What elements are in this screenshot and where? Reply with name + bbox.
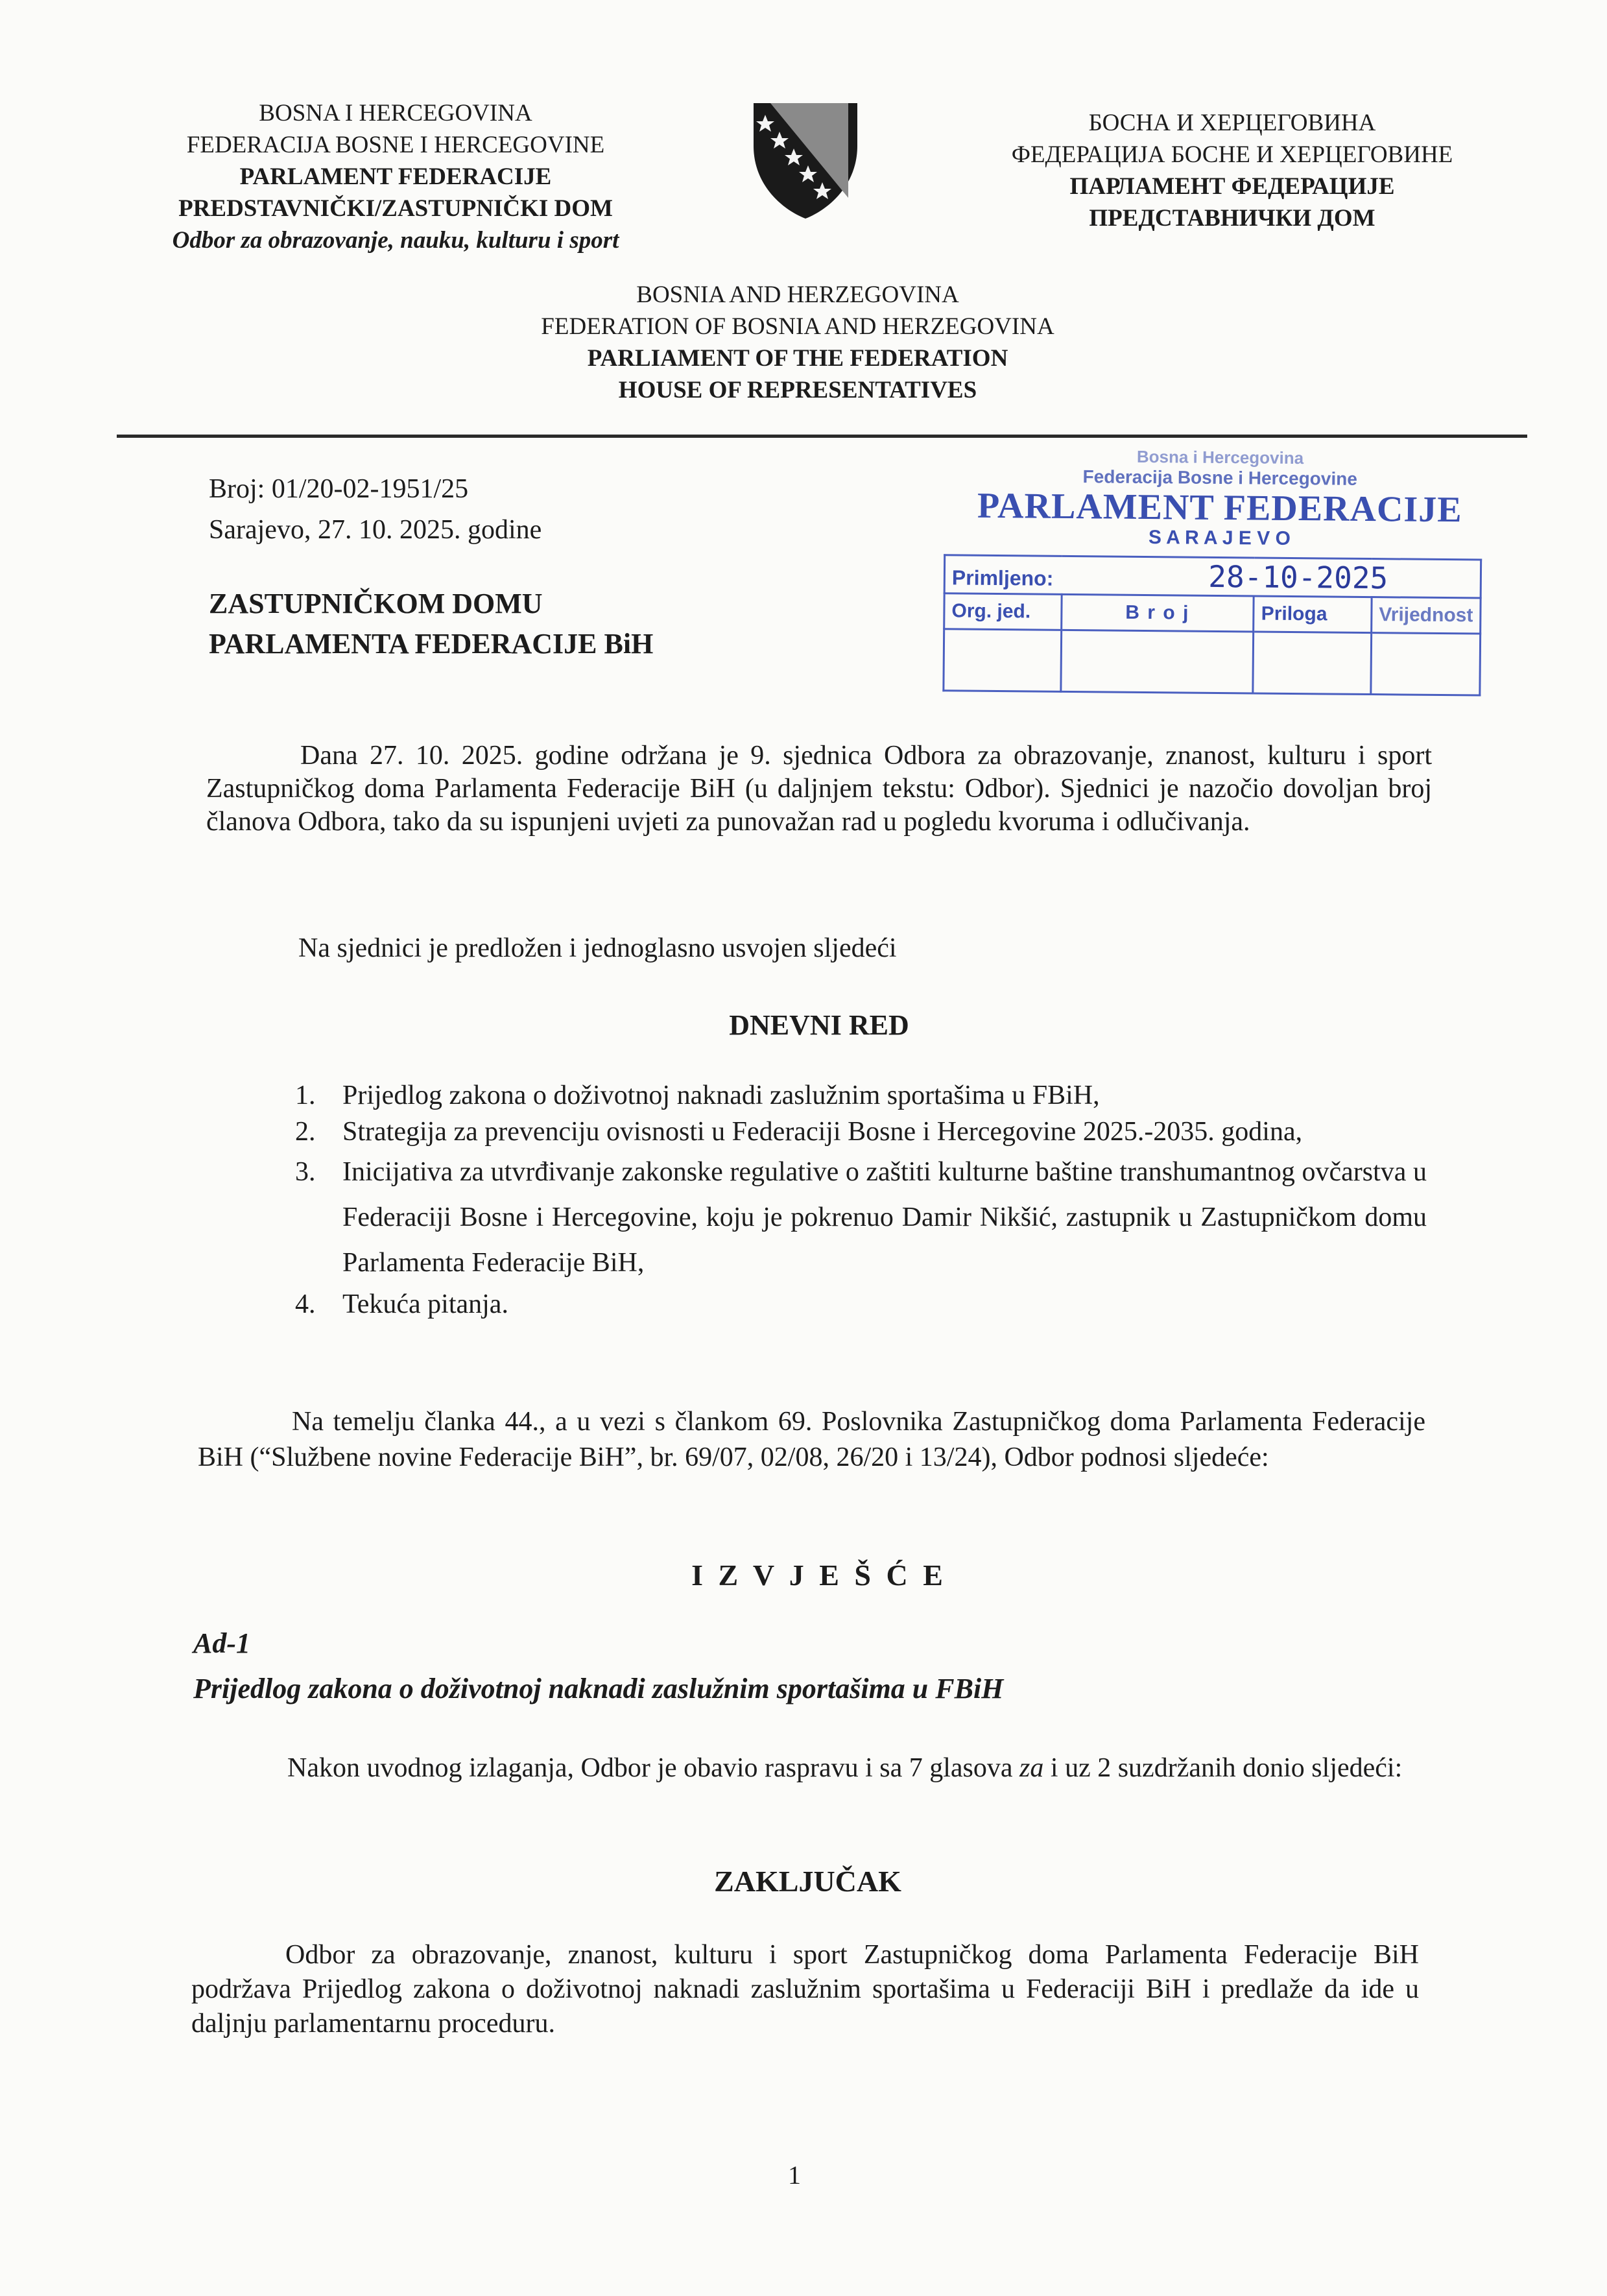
header-right-house: ПРЕДСТАВНИЧКИ ДОМ xyxy=(1089,205,1375,232)
stamp-table xyxy=(942,554,1482,696)
header-right-country: БОСНА И ХЕРЦЕГОВИНА xyxy=(1088,110,1376,136)
stamp-city: S A R A J E V O xyxy=(1148,527,1291,549)
header-center xyxy=(441,279,1154,406)
conclusion-paragraph: Odbor za obrazovanje, znanost, kulturu i sport Zastupničkog doma Parlamenta Federacije BiH podržava Prijedlog zakona o doživotnoj naknadi zaslužnim sportašima u Federaciji BiH i predlaže da ide u daljnju parlamentarnu proceduru. xyxy=(191,1940,1419,2039)
header-left-house: PREDSTAVNIČKI/ZASTUPNIČKI DOM xyxy=(178,195,613,222)
header-left xyxy=(130,97,661,256)
agenda-intro: Na sjednici je predložen i jednoglasno usvojen sljedeći xyxy=(298,933,897,963)
recipient-block xyxy=(209,584,653,664)
recipient-line1: ZASTUPNIČKOM DOMU xyxy=(209,588,543,619)
stamp-title: PARLAMENT FEDERACIJE xyxy=(977,485,1462,531)
coat-of-arms-icon xyxy=(751,101,860,221)
report-title: I Z V J E Š Ć E xyxy=(691,1559,947,1592)
header-right-parliament: ПАРЛАМЕНТ ФЕДЕРАЦИЈЕ xyxy=(1069,173,1395,200)
stamp-received-label: Primljeno: xyxy=(951,566,1054,590)
header-right xyxy=(973,107,1492,234)
header-center-house: HOUSE OF REPRESENTATIVES xyxy=(618,377,977,403)
header-right-federation: ФЕДЕРАЦИЈА БОСНЕ И ХЕРЦЕГОВИНЕ xyxy=(1011,141,1453,168)
header-left-parliament: PARLAMENT FEDERACIJE xyxy=(239,163,552,190)
legal-basis-paragraph: Na temelju članka 44., a u vezi s člankom 69. Poslovnika Zastupničkog doma Parlamenta Federacije BiH (“Službene novine Federacije BiH”, br. 69/07, 02/08, 26/20 i 13/24), Odbor podnosi sljedeće: xyxy=(198,1407,1425,1472)
list-item: 1. Prijedlog zakona o doživotnoj naknadi zaslužnim sportašima u FBiH, xyxy=(295,1081,1100,1110)
reference-date: Sarajevo, 27. 10. 2025. godine xyxy=(209,515,542,545)
intro-paragraph: Dana 27. 10. 2025. godine održana je 9. sjednica Odbora za obrazovanje, znanost, kulturu i sport Zastupničkog doma Parlamenta Federacije BiH (u daljnjem tekstu: Odbor). Sjednici je nazočio dovoljan broj članova Odbora, tako da su ispunjeni uvjeti za punovažan rad u pogledu kvoruma i odlučivanja. xyxy=(206,741,1432,837)
stamp-col-priloga: Priloga xyxy=(1254,596,1372,633)
stamp-col-vrijednost: Vrijednost xyxy=(1372,597,1481,634)
header-divider xyxy=(117,435,1527,438)
reference-number: Broj: 01/20-02-1951/25 xyxy=(209,474,469,504)
ad1-title: Prijedlog zakona o doživotnoj naknadi zaslužnim sportašima u FBiH xyxy=(193,1673,1004,1704)
ad1-paragraph: Nakon uvodnog izlaganja, Odbor je obavio raspravu i sa 7 glasova za i uz 2 suzdržanih donio sljedeći: xyxy=(287,1753,1403,1783)
list-item: 4. Tekuća pitanja. xyxy=(295,1289,508,1319)
stamp-federation-line: Federacija Bosne i Hercegovine xyxy=(1082,466,1358,489)
conclusion-title: ZAKLJUČAK xyxy=(714,1865,901,1898)
stamp-top-line: Bosna i Hercegovina xyxy=(1136,446,1304,468)
header-center-parliament: PARLIAMENT OF THE FEDERATION xyxy=(587,345,1008,372)
list-item: 2. Strategija za prevenciju ovisnosti u Federaciji Bosne i Hercegovine 2025.-2035. godina, xyxy=(295,1117,1303,1147)
header-left-federation: FEDERACIJA BOSNE I HERCEGOVINE xyxy=(186,132,605,158)
agenda-title: DNEVNI RED xyxy=(729,1009,909,1041)
recipient-line2: PARLAMENTA FEDERACIJE BiH xyxy=(209,628,654,660)
header-left-country: BOSNA I HERCEGOVINA xyxy=(259,100,532,126)
ad1-za: za xyxy=(1019,1753,1044,1783)
received-stamp xyxy=(942,445,1495,696)
header-left-committee: Odbor za obrazovanje, nauku, kulturu i sport xyxy=(172,227,619,254)
header-center-federation: FEDERATION OF BOSNIA AND HERZEGOVINA xyxy=(541,313,1054,340)
header-center-country: BOSNIA AND HERZEGOVINA xyxy=(636,281,959,308)
page-number: 1 xyxy=(788,2160,801,2190)
stamp-col-org: Org. jed. xyxy=(944,593,1062,630)
stamp-col-broj: B r o j xyxy=(1061,594,1254,632)
ad1-label: Ad-1 xyxy=(193,1627,250,1659)
list-item: 3. Inicijativa za utvrđivanje zakonske regulative o zaštiti kulturne baštine transhumantnog ovčarstva u Federaciji Bosne i Hercegovine, koju je pokrenuo Damir Nikšić, zastupnik u Zastupničkom domu Parlamenta Federacije BiH, xyxy=(295,1157,1427,1278)
stamp-received-date: 28-10-2025 xyxy=(1208,558,1388,596)
agenda-list xyxy=(295,1077,1427,1323)
reference-block xyxy=(209,469,542,551)
